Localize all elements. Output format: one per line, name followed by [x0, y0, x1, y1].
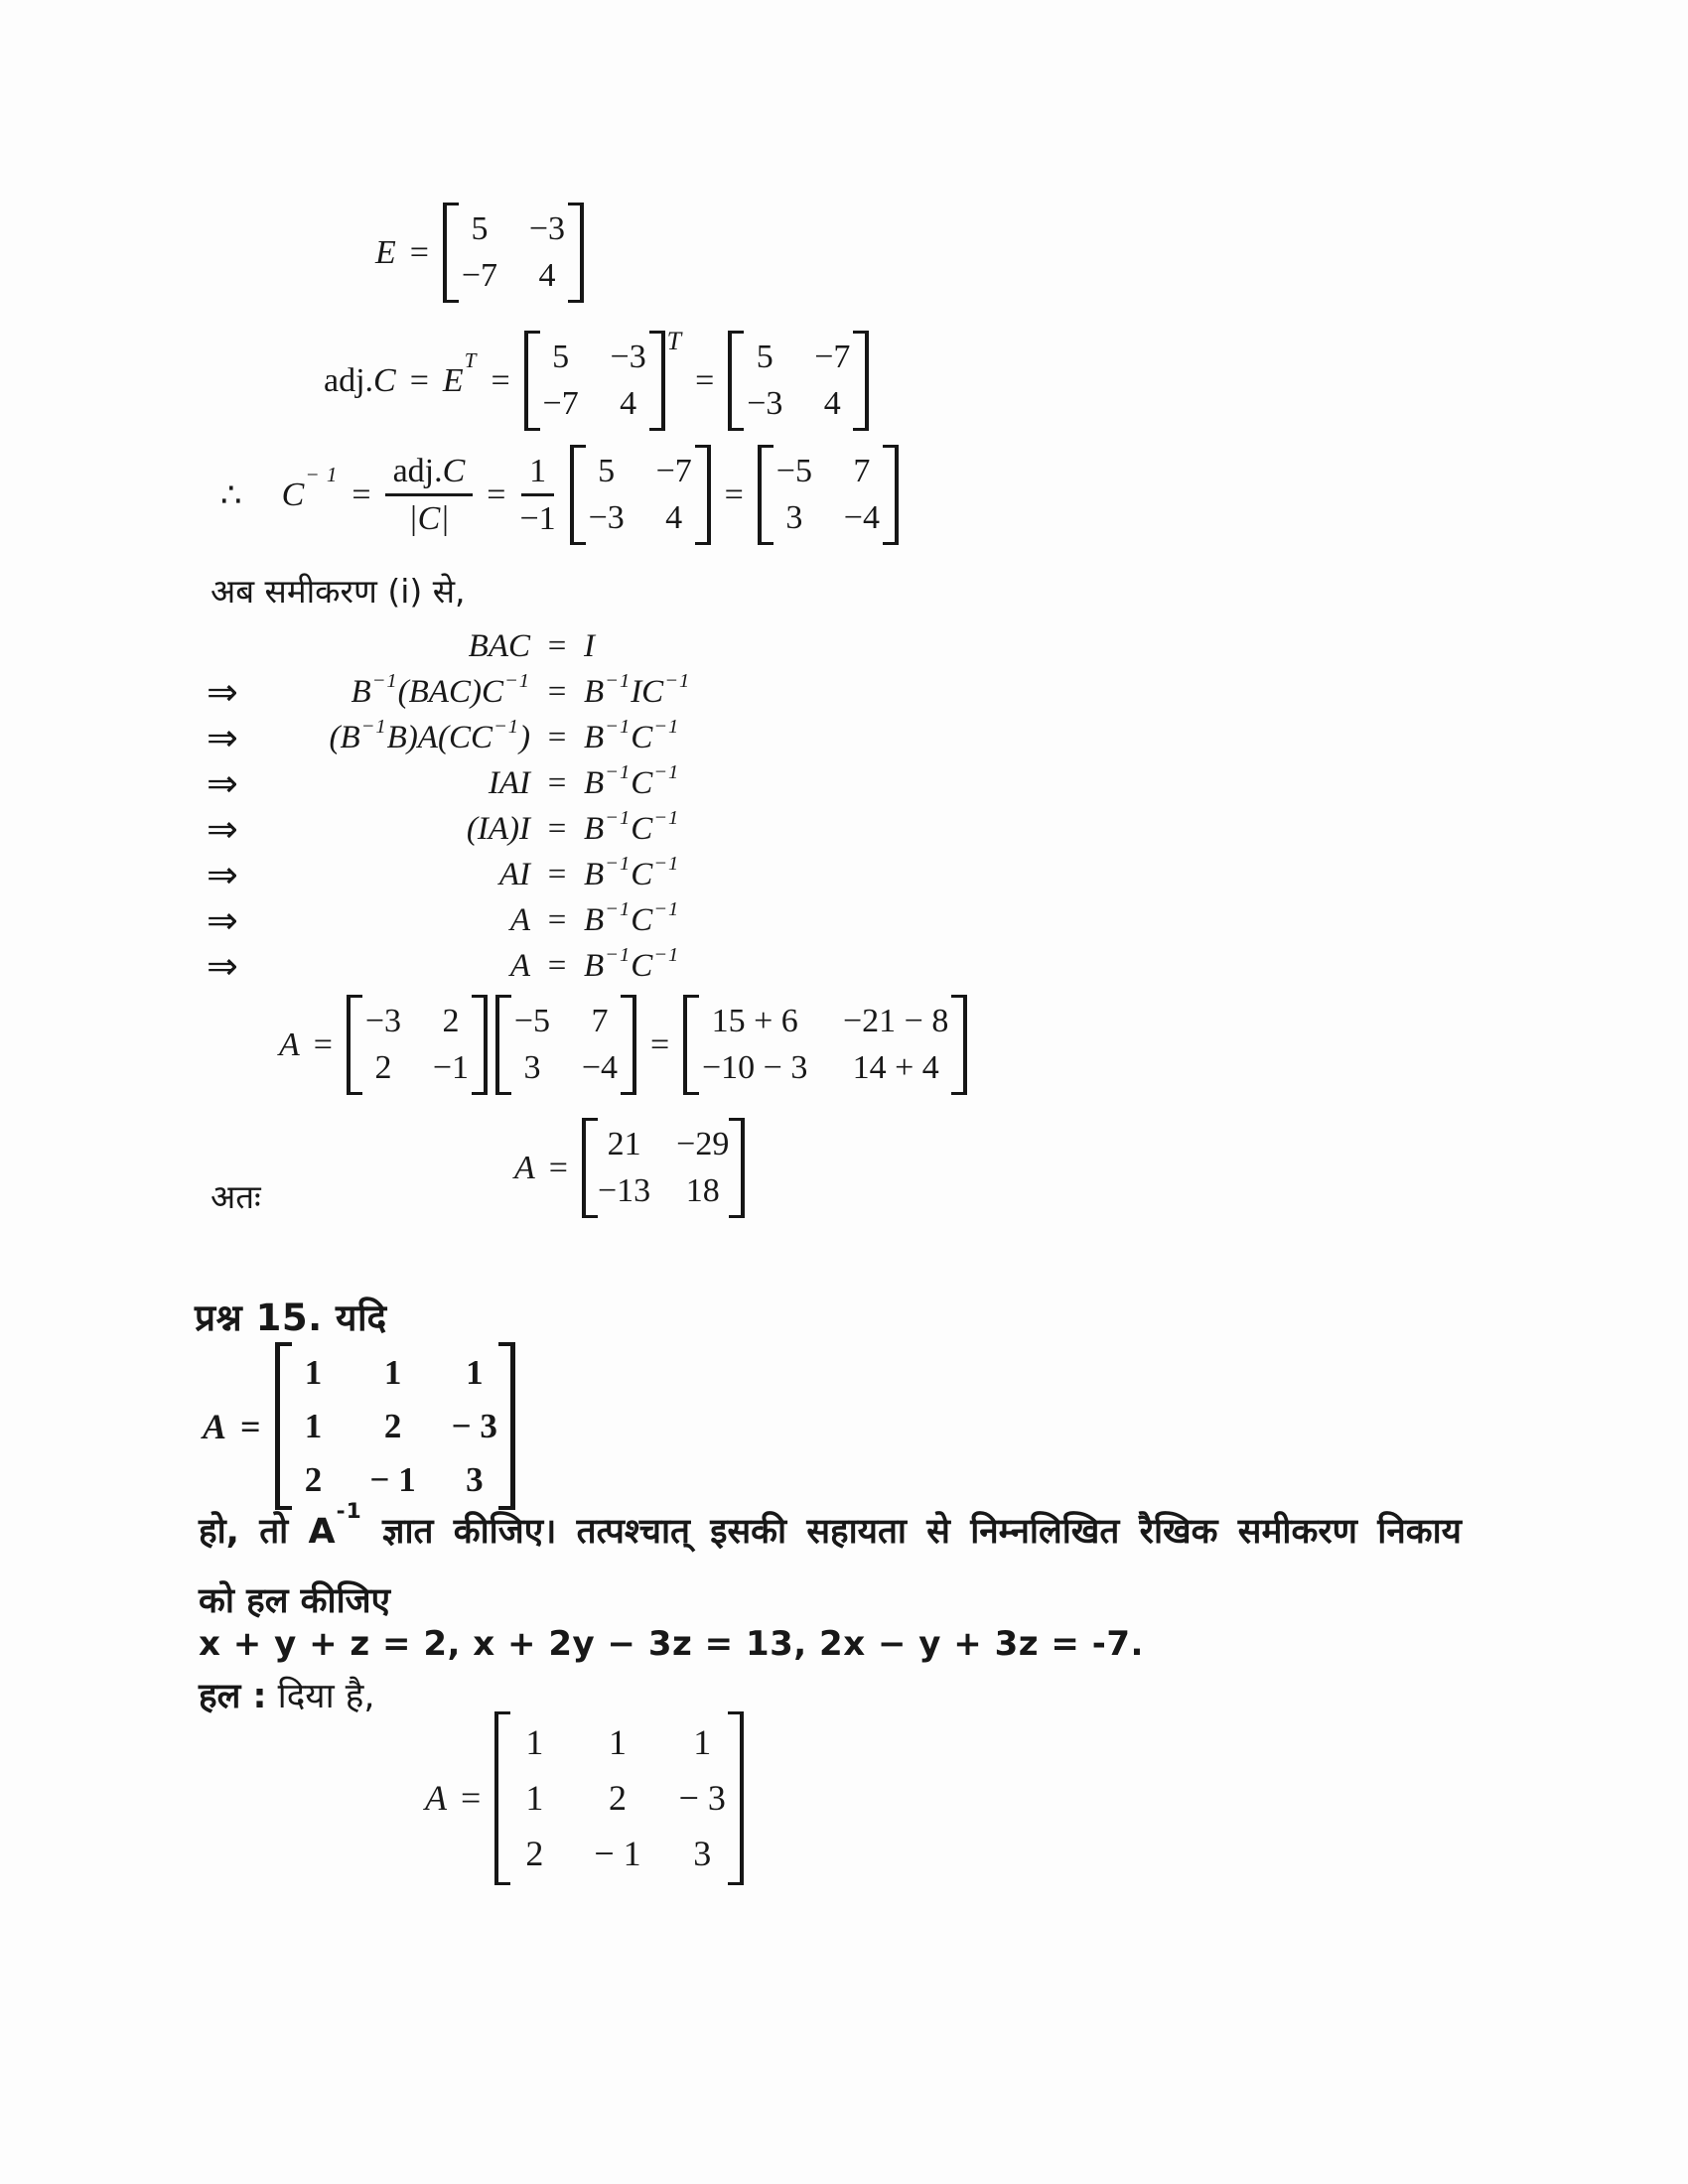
equals-sign: =: [240, 1406, 261, 1446]
matrix-product: [347, 995, 636, 1095]
implies-arrow: ⇒: [207, 761, 238, 805]
step-lhs: B $^{-1}$ (BAC)C $^{-1}$: [351, 669, 530, 710]
adj-over-det-fraction: [385, 454, 474, 537]
step-lhs: AI: [498, 856, 530, 892]
equals-sign: =: [352, 476, 371, 513]
matrix-a-solution: [494, 1711, 744, 1885]
var-C: C: [373, 361, 396, 399]
matrix-cell: 5: [471, 210, 489, 247]
matrix-cell: −7: [542, 384, 579, 422]
matrix-cell: − 1: [594, 1833, 641, 1873]
equals-sign: =: [695, 361, 715, 399]
equals-sign: =: [548, 1149, 568, 1186]
var-C: C: [442, 452, 466, 489]
matrix-cell: −7: [461, 256, 498, 294]
superscript: -1: [336, 1499, 362, 1525]
matrix-cell: 14 + 4: [852, 1048, 939, 1086]
matrix-cell: 2: [304, 1459, 323, 1499]
matrix-cell: −21 − 8: [842, 1003, 949, 1039]
matrix-cell: −7: [655, 453, 692, 489]
matrix-cell: 1: [383, 1353, 402, 1392]
step-rhs: I: [584, 627, 595, 664]
matrix-cell: − 1: [369, 1459, 416, 1499]
matrix-cell: 2: [608, 1777, 627, 1818]
equals-sign: =: [724, 476, 744, 513]
matrix-cell: − 3: [451, 1406, 497, 1445]
equation-a-result: [514, 1118, 745, 1218]
equals-sign: =: [547, 947, 567, 984]
step-rhs: B $^{-1}$ C $^{-1}$: [584, 715, 680, 755]
matrix-cell: − 3: [678, 1777, 726, 1818]
matrix-cell: 1: [525, 1722, 544, 1762]
therefore-symbol: ∴: [220, 475, 242, 515]
hence-text: अतः: [211, 1177, 261, 1216]
matrix-cell: 4: [620, 384, 637, 422]
solution-label: हल :: [199, 1677, 267, 1716]
matrix-cell: −13: [597, 1171, 651, 1209]
linear-system-text: x + y + z = 2, x + 2y − 3z = 13, 2x − y + 3z = -7.: [199, 1624, 1144, 1664]
matrix-cell: 7: [853, 453, 871, 489]
question-15-heading: प्रश्न 15. यदि: [195, 1297, 387, 1339]
matrix-cell: −3: [364, 1003, 402, 1039]
matrix-product-sums: [683, 995, 967, 1095]
matrix-cell: 1: [693, 1722, 712, 1762]
scalar-fraction: [519, 454, 555, 537]
matrix-cell: 2: [374, 1048, 392, 1086]
matrix-cell: 5: [552, 339, 570, 375]
matrix-cell: 2: [525, 1833, 544, 1873]
question-paragraph-line2: को हल कीजिए: [199, 1581, 390, 1621]
matrix-cell: 18: [685, 1171, 720, 1209]
step-rhs: B $^{-1}$ C $^{-1}$: [584, 852, 680, 892]
var-A: A: [514, 1149, 535, 1186]
matrix-cell: 3: [523, 1048, 541, 1086]
matrix-E: [443, 203, 584, 303]
matrix-cell: −29: [676, 1126, 730, 1162]
matrix-cell: −3: [528, 210, 566, 247]
equals-sign: =: [547, 673, 567, 710]
c-inverse-label: $C^{- 1}$: [281, 462, 339, 513]
matrix-cell: 4: [538, 256, 556, 294]
implies-arrow: ⇒: [207, 807, 238, 851]
solution-label-line: [199, 1672, 374, 1718]
var-E: E: [442, 361, 464, 399]
var-E: E: [375, 233, 396, 271]
equals-sign: =: [547, 901, 567, 938]
matrix-cell: −4: [581, 1048, 619, 1086]
step-lhs: A: [509, 947, 530, 984]
implies-arrow: ⇒: [207, 853, 238, 896]
matrix-c-inverse: [495, 995, 636, 1095]
equals-sign: =: [547, 719, 567, 755]
matrix-cell: 5: [756, 339, 774, 375]
superscript: − 1: [305, 462, 339, 486]
matrix-c-inverse: [758, 445, 899, 545]
matrix-cell: 5: [598, 453, 616, 489]
matrix-cell: 2: [383, 1406, 402, 1445]
equals-sign: =: [547, 810, 567, 847]
equation-c-inverse: [220, 445, 899, 545]
matrix-cell: −7: [814, 339, 851, 375]
equation-a-product: [279, 995, 967, 1095]
step-lhs: A: [509, 901, 530, 938]
implies-arrow: ⇒: [207, 670, 238, 714]
matrix-cell: 3: [466, 1459, 484, 1499]
adj-prefix: adj.: [324, 361, 374, 399]
transpose-sup: T: [666, 327, 682, 355]
matrix-cell: −5: [775, 453, 812, 489]
matrix-cell: 1: [466, 1353, 484, 1392]
fraction-denominator: |C|: [408, 500, 450, 538]
step-rhs: B $^{-1}$ C $^{-1}$: [584, 760, 680, 801]
equals-sign: =: [409, 233, 429, 271]
implies-arrow: [207, 623, 266, 669]
equals-sign: =: [547, 856, 567, 892]
matrix-with-transpose: [524, 327, 682, 431]
step-rhs: B $^{-1}$ C $^{-1}$: [584, 806, 680, 847]
step-rhs: B $^{-1}$ C $^{-1}$: [584, 943, 680, 984]
equals-sign: =: [491, 361, 510, 399]
step-lhs: (B $^{-1}$ B)A(CC $^{-1}$ ): [329, 715, 530, 755]
matrix-E-copy: [524, 331, 665, 431]
matrix-cell: −1: [432, 1048, 470, 1086]
matrix-cell: 7: [591, 1003, 609, 1039]
matrix-cell: −3: [747, 384, 783, 422]
matrix-cell: −5: [513, 1003, 551, 1039]
step-rhs: B $^{-1}$ IC $^{-1}$: [584, 669, 691, 710]
step-lhs: IAI: [488, 764, 530, 801]
derivation-steps: [207, 623, 690, 989]
fraction-denominator: −1: [519, 500, 556, 538]
matrix-cell: 1: [304, 1406, 323, 1445]
implies-arrow: ⇒: [207, 898, 238, 942]
adj-prefix: adj.: [392, 452, 443, 489]
matrix-cell: 3: [785, 498, 803, 536]
matrix-cell: −4: [843, 498, 880, 536]
equals-sign: =: [461, 1778, 482, 1819]
var-A: A: [425, 1778, 447, 1819]
matrix-a-result: [582, 1118, 745, 1218]
adj-c-label: [324, 362, 396, 400]
matrix-cell: −10 − 3: [701, 1048, 808, 1086]
matrix-b-inverse: [347, 995, 488, 1095]
matrix-a-given: [275, 1342, 515, 1510]
equals-sign: =: [487, 476, 506, 513]
equation-e: [375, 203, 584, 303]
now-from-equation-text: अब समीकरण (i) से,: [211, 572, 466, 611]
implies-arrow: ⇒: [207, 944, 238, 988]
matrix-cell: 2: [442, 1003, 460, 1039]
step-rhs: B $^{-1}$ C $^{-1}$: [584, 897, 680, 938]
equals-sign: =: [313, 1025, 333, 1063]
equals-sign: =: [409, 361, 429, 399]
transpose-sup: T: [464, 347, 478, 372]
matrix-cell: 4: [665, 498, 683, 536]
matrix-cell: 1: [608, 1722, 627, 1762]
e-transpose: [442, 347, 478, 400]
equals-sign: =: [547, 627, 567, 664]
matrix-cell: −3: [610, 339, 646, 375]
matrix-cell: 1: [525, 1777, 544, 1818]
matrix-cell: −3: [588, 498, 625, 536]
equation-given-matrix: [203, 1342, 515, 1510]
matrix-cell: 3: [693, 1833, 712, 1873]
equals-sign: =: [649, 1025, 670, 1063]
var-A: A: [279, 1025, 300, 1063]
matrix-adj-c: [570, 445, 711, 545]
question-paragraph-line1: हो, तो $A^{-1}$ ज्ञात कीजिए। तत्पश्चात् इसकी सहायता से निम्नलिखित रैखिक समीकरण निकाय: [199, 1499, 1462, 1552]
fraction-numerator: [385, 454, 474, 497]
matrix-cell: 4: [823, 384, 841, 422]
equals-sign: =: [547, 764, 567, 801]
var-A: A: [203, 1406, 227, 1446]
fraction-numerator: 1: [521, 454, 554, 497]
matrix-cell: 1: [304, 1353, 323, 1392]
solution-given-text: दिया है,: [266, 1677, 375, 1716]
equation-adj-c: [324, 327, 869, 431]
implies-arrow: ⇒: [207, 716, 238, 759]
equation-solution-matrix: [425, 1711, 744, 1885]
matrix-cell: 21: [607, 1126, 641, 1162]
matrix-cell: 15 + 6: [711, 1003, 798, 1039]
matrix-adj-c: [728, 331, 869, 431]
step-lhs: (IA)I: [466, 810, 530, 847]
step-lhs: BAC: [468, 627, 530, 664]
